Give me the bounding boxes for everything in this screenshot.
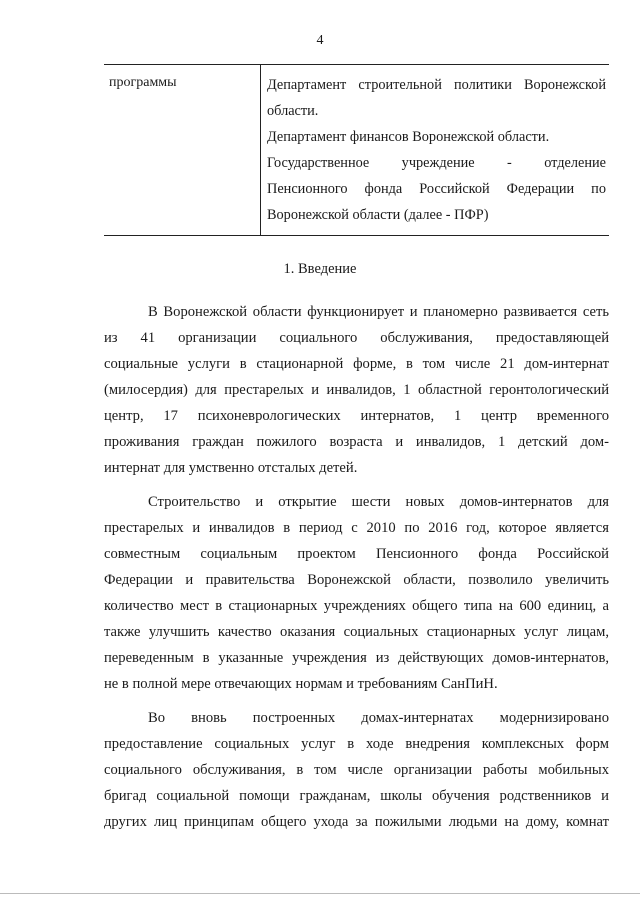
table-left-cell: программы bbox=[109, 75, 177, 90]
table-text-line: Департамент строительной политики Воронежской bbox=[267, 77, 606, 93]
body-text-line: Федерации и правительства Воронежской области, позволило увеличить bbox=[104, 572, 609, 588]
table-text-line: Пенсионного фонда Российской Федерации по bbox=[267, 181, 606, 197]
body-text-line: центр, 17 психоневрологических интернатов, 1 центр временного bbox=[104, 408, 609, 424]
body-text-line: (милосердия) для престарелых и инвалидов, 1 областной геронтологический bbox=[104, 382, 609, 398]
body-text-line: не в полной мере отвечающих нормам и требованиям СанПиН. bbox=[104, 676, 498, 692]
body-text-line: социальные услуги в стационарной форме, в том числе 21 дом-интернат bbox=[104, 356, 609, 372]
table-column-divider bbox=[260, 65, 261, 235]
body-text-line: социального обслуживания, в том числе организации работы мобильных bbox=[104, 762, 609, 778]
table-text-line: области. bbox=[267, 103, 319, 119]
body-text-line: других лиц принципам общего ухода за пожилыми людьми на дому, комнат bbox=[104, 814, 609, 830]
table-right-cell bbox=[267, 75, 606, 231]
table-text-line: Воронежской области (далее - ПФР) bbox=[267, 207, 489, 223]
table-text-line: Департамент финансов Воронежской области. bbox=[267, 129, 550, 145]
body-text-line: также улучшить качество оказания социальных стационарных услуг лицам, bbox=[104, 624, 609, 640]
body-text-line: переведенным в указанные учреждения из действующих домов-интернатов, bbox=[104, 650, 609, 666]
body-text-line: престарелых и инвалидов в период с 2010 по 2016 год, которое является bbox=[104, 520, 609, 536]
body-text-line: Во вновь построенных домах-интернатах модернизировано bbox=[148, 710, 609, 726]
body-text bbox=[104, 302, 609, 838]
body-text-line: Строительство и открытие шести новых домов-интернатов для bbox=[148, 494, 609, 510]
body-text-line: интернат для умственно отсталых детей. bbox=[104, 460, 358, 476]
responsible-executors-table bbox=[104, 64, 609, 236]
body-text-line: совместным социальным проектом Пенсионного фонда Российской bbox=[104, 546, 609, 562]
page-bottom-rule bbox=[0, 893, 640, 894]
page-number: 4 bbox=[316, 33, 324, 48]
body-text-line: количество мест в стационарных учреждениях общего типа на 600 единиц, а bbox=[104, 598, 609, 614]
body-text-line: предоставление социальных услуг в ходе внедрения комплексных форм bbox=[104, 736, 609, 752]
body-text-line: из 41 организации социального обслуживания, предоставляющей bbox=[104, 330, 609, 346]
section-heading: 1. Введение bbox=[283, 261, 357, 277]
body-text-line: проживания граждан пожилого возраста и инвалидов, 1 детский дом- bbox=[104, 434, 609, 450]
body-text-line: бригад социальной помощи гражданам, школы обучения родственников и bbox=[104, 788, 609, 804]
table-text-line: Государственное учреждение - отделение bbox=[267, 155, 606, 171]
body-text-line: В Воронежской области функционирует и планомерно развивается сеть bbox=[148, 304, 609, 320]
